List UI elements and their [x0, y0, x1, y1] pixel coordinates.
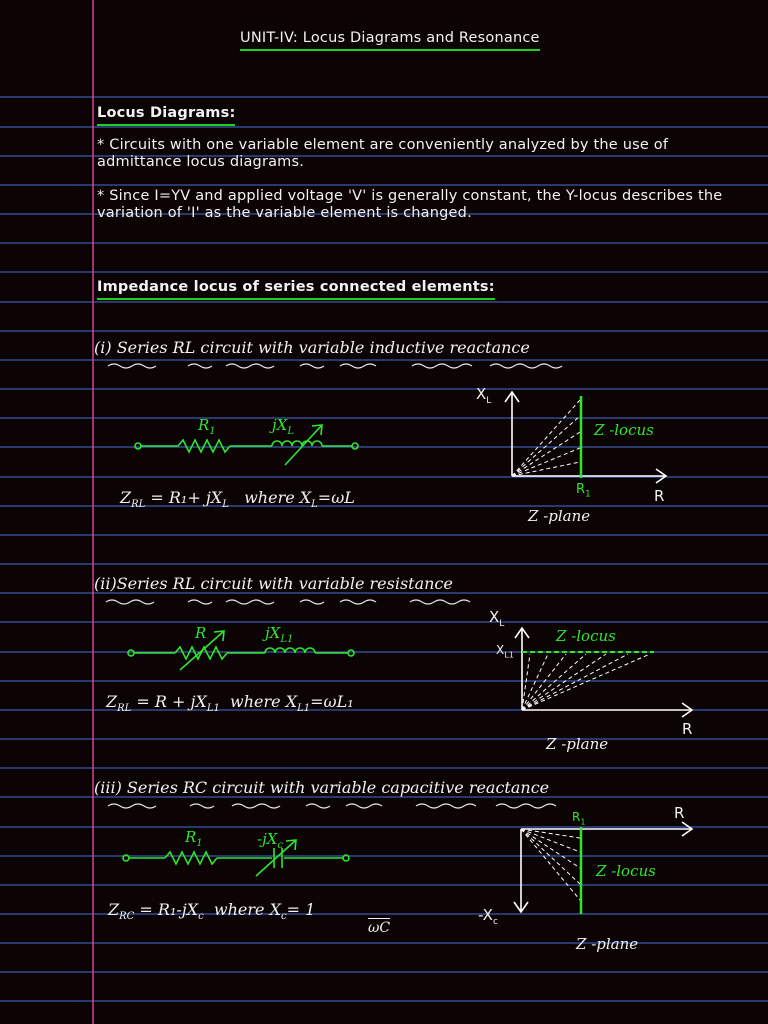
case2-locus-label: Z -locus [556, 627, 616, 645]
case2-plane-label: Z -plane [546, 735, 609, 753]
case3-locus-label: Z -locus [596, 862, 656, 880]
circuit-3 [123, 840, 349, 876]
case3-axis-x: R [674, 804, 685, 822]
case2-x-mark: $X_{L1}$ [496, 643, 514, 660]
circuit-1 [135, 425, 358, 465]
resistor-1 [178, 440, 230, 452]
para1-line1: * Circuits with one variable element are conveniently analyzed by the use of [97, 137, 669, 153]
locus-diagrams-heading: Locus Diagrams: [97, 105, 235, 126]
case3-r-label: $R_1$ [185, 828, 203, 849]
case2-axis-y: $X_L$ [489, 608, 505, 629]
case3-eq-denominator: ωC [368, 920, 391, 936]
case1-title: (i) Series RL circuit with variable inductive reactance [94, 338, 530, 357]
case1-r-label: $R_1$ [198, 416, 216, 437]
case2-title: (ii)Series RL circuit with variable resistance [94, 574, 453, 593]
case1-plane-label: Z -plane [528, 507, 591, 525]
resistor-2 [175, 647, 227, 659]
para2-line2: variation of 'I' as the variable element is changed. [97, 205, 472, 221]
case1-locus-label: Z -locus [594, 421, 654, 439]
case3-x-label: $-jX_c$ [257, 830, 284, 851]
page-title: UNIT-IV: Locus Diagrams and Resonance [240, 30, 540, 51]
case1-axis-y: $X_L$ [476, 385, 492, 406]
inductor-1 [272, 441, 322, 446]
case3-r-mark: $R_1$ [572, 810, 586, 827]
case1-r-mark: $R_1$ [576, 482, 591, 500]
para1-line2: admittance locus diagrams. [97, 154, 305, 170]
para2-line1: * Since I=YV and applied voltage 'V' is generally constant, the Y-locus describes the [97, 188, 723, 204]
impedance-locus-heading: Impedance locus of series connected elements: [97, 279, 495, 300]
resistor-3 [165, 852, 217, 864]
circuit-2 [128, 631, 354, 670]
case3-title: (iii) Series RC circuit with variable capacitive reactance [94, 778, 550, 797]
case2-x-label: $jX_{L1}$ [265, 624, 294, 645]
case1-x-label: $jX_L$ [272, 416, 294, 437]
case3-equation: $Z_{RC} = R_1-jX_c$ where $X_c= 1$ [108, 900, 316, 923]
case1-equation: $Z_{RL} = R_1+ jX_L$ where $X_L=\omega L$ [120, 488, 355, 511]
case2-axis-x: R [682, 720, 693, 738]
case1-axis-x: R [654, 487, 665, 505]
case2-equation: $Z_{RL} = R + jX_{L1}$ where $X_{L1}=\omega L_1$ [106, 692, 354, 715]
case3-plane-label: Z -plane [576, 935, 639, 953]
case3-axis-y: $-X_c$ [478, 906, 498, 927]
case2-r-label: R [195, 624, 207, 642]
